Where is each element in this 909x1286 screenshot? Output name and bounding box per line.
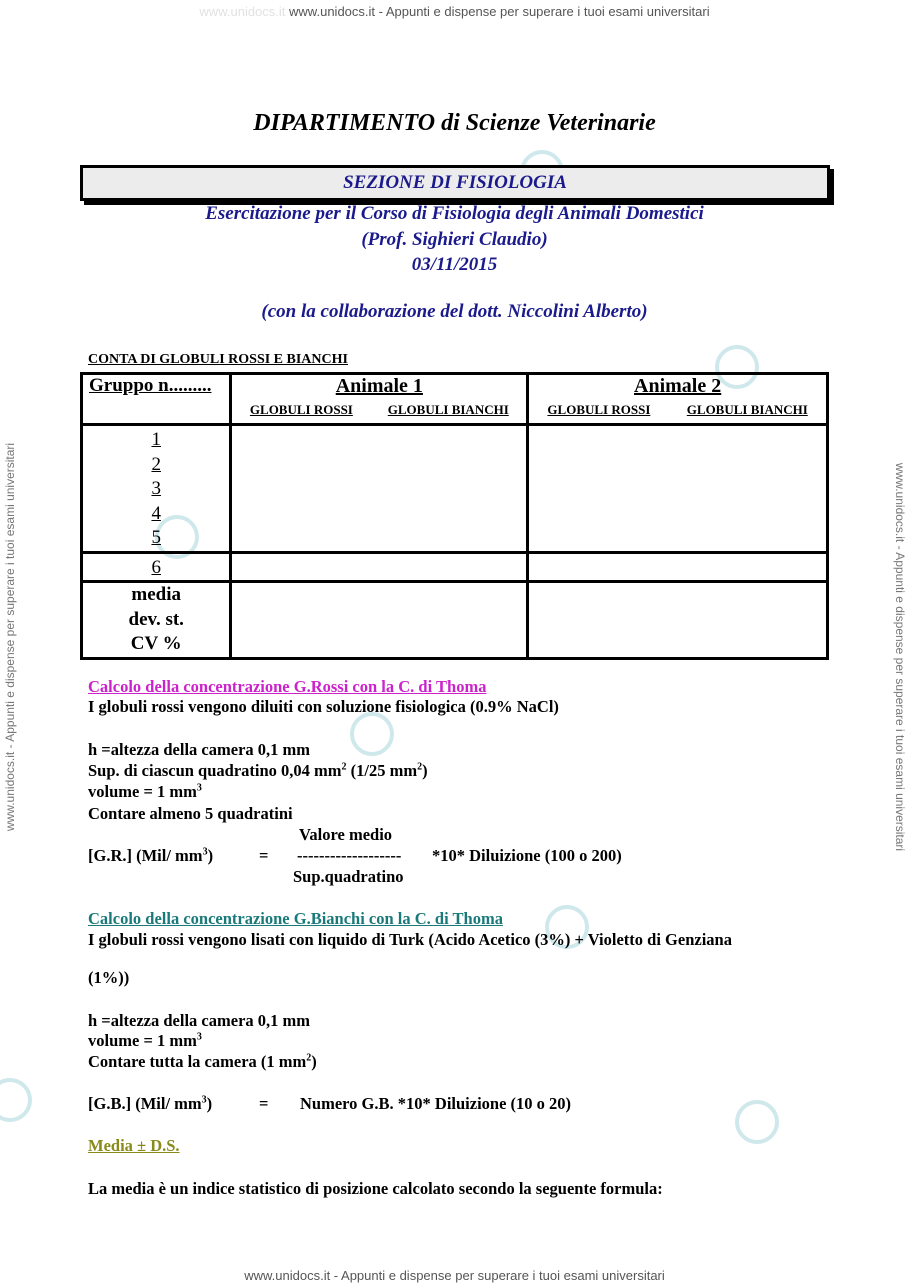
- white-intro-cont: (1%)): [88, 968, 130, 987]
- watermark-right: www.unidocs.it - Appunti e dispense per superare i tuoi esami universitari: [893, 462, 907, 852]
- watermark-logo-icon: [350, 712, 394, 756]
- watermark-left: www.unidocs.it - Appunti e dispense per superare i tuoi esami universitari: [3, 442, 17, 832]
- red-factor: *10* Diluizione (100 o 200): [432, 846, 622, 865]
- stat-cv-label: CV %: [130, 633, 182, 654]
- white-volume: volume = 1 $mm^3$: [88, 1031, 202, 1050]
- row-number: 4: [151, 502, 161, 524]
- row-number: 3: [151, 478, 161, 499]
- animal2-row6-cell[interactable]: [528, 552, 828, 582]
- watermark-logo-icon: [0, 1078, 32, 1122]
- stats-labels-cell: [82, 582, 231, 659]
- red-count: Contare almeno 5 quadratini: [88, 804, 293, 823]
- animal1-label: Animale 1: [335, 375, 423, 397]
- red-formula-left: [G.R.] (Mil/ $mm^3$): [88, 846, 214, 865]
- white-intro: I globuli rossi vengono lisati con liquido di Turk (Acido Acetico (3%) + Violetto di Genziana: [88, 930, 732, 949]
- animal2-white-col: GLOBULI BIANCHI: [686, 402, 808, 417]
- course-title: Esercitazione per il Corso di Fisiologia degli Animali Domestici: [205, 203, 704, 224]
- red-fraction-bar: -------------------: [297, 846, 402, 865]
- white-equals: =: [259, 1094, 269, 1113]
- watermark-logo-icon: [735, 1100, 779, 1144]
- session-date: 03/11/2015: [411, 254, 498, 275]
- table-caption: CONTA DI GLOBULI ROSSI E BIANCHI: [88, 352, 348, 367]
- white-formula-left: [G.B.] (Mil/ $mm^3$): [88, 1094, 213, 1113]
- animal1-row6-cell[interactable]: [231, 552, 528, 582]
- group-header: Gruppo n.........: [82, 374, 231, 425]
- animal2-header: [528, 374, 828, 425]
- stats-text: La media è un indice statistico di posizione calcolato secondo la seguente formula:: [88, 1179, 663, 1198]
- row-6-cell: [82, 552, 231, 582]
- animal1-stats-cell[interactable]: [231, 582, 528, 659]
- animal2-data-cell[interactable]: [528, 425, 828, 553]
- section-banner: [80, 165, 830, 201]
- animal1-white-col: GLOBULI BIANCHI: [387, 402, 509, 417]
- animal1-data-cell[interactable]: [231, 425, 528, 553]
- watermark-top: www.unidocs.it www.unidocs.it - Appunti e dispense per superare i tuoi esami universitari: [199, 4, 710, 19]
- red-volume: volume = 1 $mm^3$: [88, 782, 202, 801]
- count-table: [80, 372, 829, 660]
- red-intro: I globuli rossi vengono diluiti con soluzione fisiologica (0.9% NaCl): [88, 697, 559, 716]
- red-surface: Sup. di ciascun quadratino 0,04 $mm^2$ (1/25 $mm^2$): [88, 761, 428, 780]
- row-number: 1: [151, 429, 161, 450]
- stats-heading: Media ± D.S.: [88, 1136, 180, 1155]
- row-number: 6: [151, 556, 161, 578]
- red-heading: Calcolo della concentrazione G.Rossi con la C. di Thoma: [88, 677, 487, 696]
- animal2-label: Animale 2: [634, 375, 722, 397]
- red-denominator: Sup.quadratino: [293, 867, 404, 886]
- collaboration-note: (con la collaborazione del dott. Niccolini Alberto): [261, 301, 648, 322]
- white-height: h =altezza della camera 0,1 mm: [88, 1011, 311, 1030]
- professor-name: (Prof. Sighieri Claudio): [361, 229, 548, 250]
- animal2-red-col: GLOBULI ROSSI: [547, 402, 651, 417]
- red-numerator: Valore medio: [299, 825, 393, 844]
- row-number: 2: [151, 453, 161, 475]
- red-height: h =altezza della camera 0,1 mm: [88, 740, 311, 759]
- watermark-bottom: www.unidocs.it - Appunti e dispense per superare i tuoi esami universitari: [244, 1268, 665, 1283]
- white-formula-right: Numero G.B. *10* Diluizione (10 o 20): [300, 1094, 572, 1113]
- department-title: DIPARTIMENTO di Scienze Veterinarie: [253, 110, 656, 136]
- white-count: Contare tutta la camera (1 $mm^2$): [88, 1052, 317, 1071]
- section-title: SEZIONE DI FISIOLOGIA: [343, 172, 567, 193]
- row-number: 5: [151, 527, 161, 548]
- animal2-stats-cell[interactable]: [528, 582, 828, 659]
- row-numbers-cell: [82, 425, 231, 553]
- stat-dev-label: dev. st.: [128, 608, 184, 630]
- animal1-red-col: GLOBULI ROSSI: [249, 402, 353, 417]
- white-heading: Calcolo della concentrazione G.Bianchi con la C. di Thoma: [88, 909, 503, 928]
- stat-media-label: media: [131, 584, 182, 605]
- animal1-header: [231, 374, 528, 425]
- red-equals: =: [259, 846, 269, 865]
